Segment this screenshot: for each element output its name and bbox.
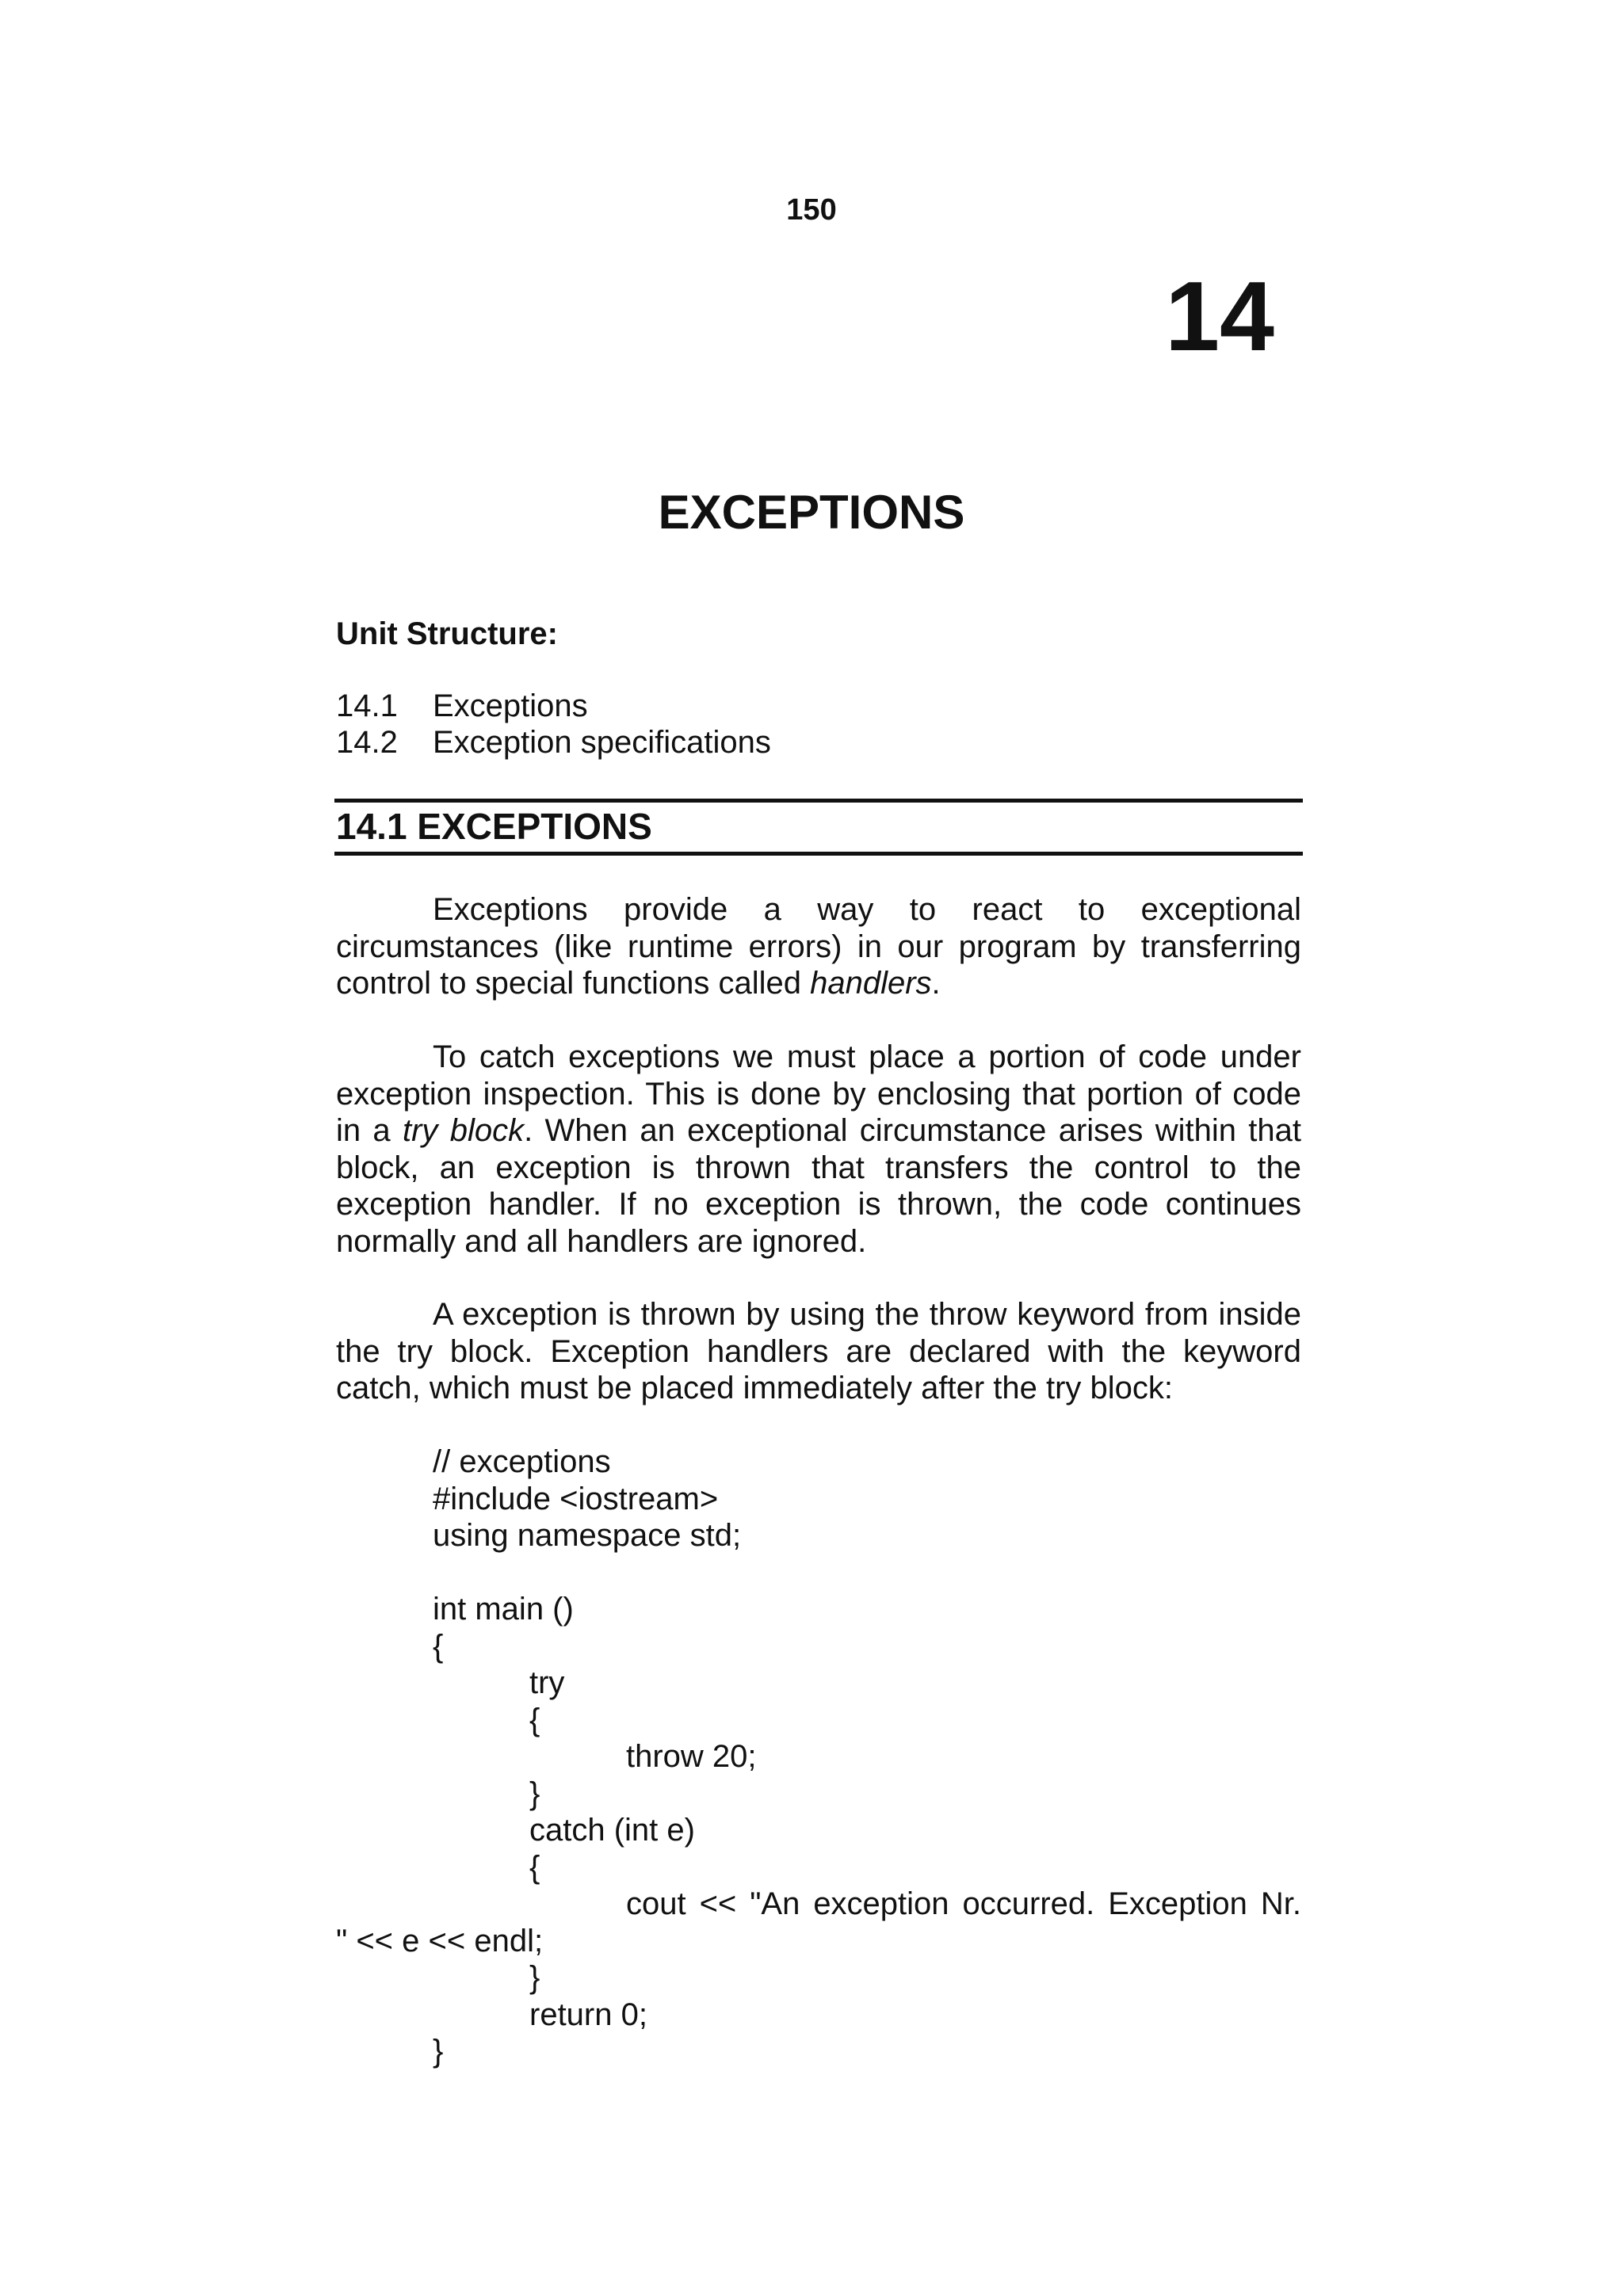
paragraph-text: A exception is thrown by using the throw keyword from inside the try block. Exception handlers are declared with the keyword catch, which must be placed immediately after the try block: [336, 1297, 1301, 1405]
code-token: cout [626, 1886, 686, 1921]
unit-item-title: Exception specifications [433, 725, 771, 760]
paragraph-2 [336, 1039, 1301, 1260]
italic-term-try-block: try block [402, 1113, 525, 1148]
unit-structure-item [336, 724, 771, 761]
code-line: } [529, 1775, 540, 1811]
code-line: int main () [433, 1592, 574, 1627]
paragraph-text: To catch exceptions we must place a portion of code under exception inspection. This is done by enclosing that portion of code in a [336, 1039, 1301, 1148]
chapter-title: EXCEPTIONS [658, 486, 965, 539]
section-rule-top [334, 799, 1303, 803]
code-line: } [529, 1960, 540, 1995]
code-line: using namespace std; [433, 1518, 742, 1553]
unit-item-number: 14.2 [336, 725, 398, 760]
code-token: Exception [1108, 1886, 1247, 1921]
code-line: " << e << endl; [336, 1923, 544, 1958]
code-line: catch (int e) [529, 1813, 695, 1848]
unit-item-number: 14.1 [336, 688, 398, 723]
code-line: #include <iostream> [433, 1481, 719, 1516]
paragraph-3 [336, 1296, 1301, 1407]
code-token: << [699, 1886, 737, 1921]
section-rule-bottom [334, 852, 1303, 856]
code-line: } [433, 2034, 444, 2069]
code-line: throw 20; [626, 1739, 757, 1774]
code-token: Nr. [1260, 1886, 1301, 1921]
code-line: { [529, 1849, 540, 1885]
code-token: occurred. [962, 1886, 1095, 1921]
page-number: 150 [786, 193, 837, 227]
code-line [336, 1886, 1301, 1923]
paragraph-text: Exceptions provide a way to react to exceptional circumstances (like runtime errors) in our program by transferring control to special functions called [336, 892, 1301, 1001]
code-line: { [529, 1702, 540, 1737]
code-line: { [433, 1628, 444, 1664]
code-token: "An [750, 1886, 800, 1921]
code-line [336, 1554, 1301, 1592]
chapter-number: 14 [1165, 262, 1274, 372]
code-line: try [529, 1665, 565, 1700]
paragraph-text: . When an exceptional circumstance arises within that block, an exception is thrown that transfers the control to the exception handler. If no exception is thrown, the code continues normally and all handlers are ignored. [336, 1113, 1301, 1259]
unit-item-title: Exceptions [433, 688, 588, 723]
unit-structure-list [336, 688, 771, 761]
italic-term-handlers: handlers [810, 966, 932, 1001]
unit-structure-heading: Unit Structure: [336, 616, 558, 651]
code-token: exception [813, 1886, 949, 1921]
code-listing [336, 1444, 1301, 2070]
paragraph-text: . [931, 966, 941, 1001]
unit-structure-item [336, 688, 771, 724]
code-line: // exceptions [433, 1444, 611, 1479]
code-line: return 0; [529, 1997, 647, 2032]
paragraph-1 [336, 891, 1301, 1002]
section-heading: 14.1 EXCEPTIONS [336, 806, 652, 847]
